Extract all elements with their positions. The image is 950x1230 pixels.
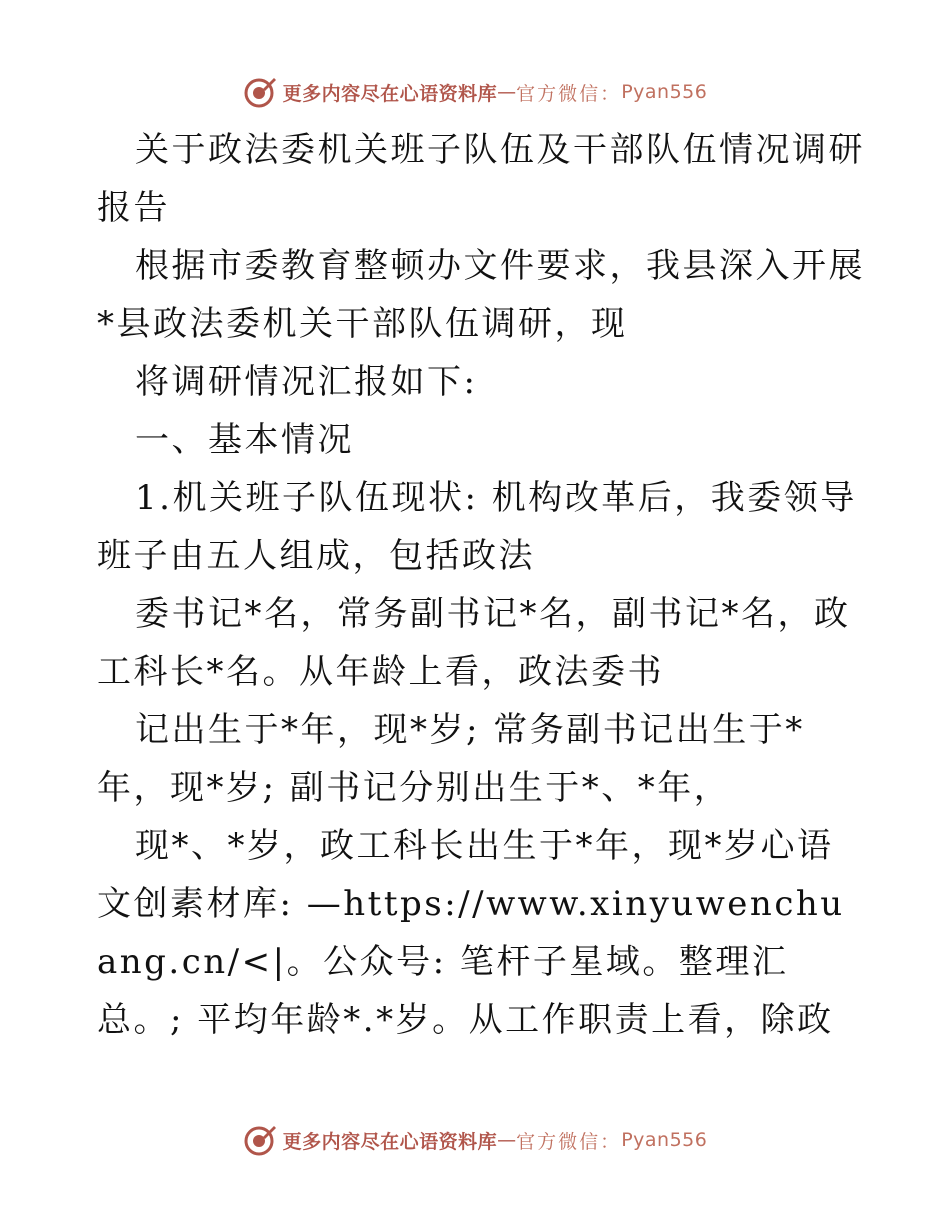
banner-dash: — [497, 1129, 517, 1151]
paragraph: 委书记*名，常务副书记*名，副书记*名，政工科长*名。从年龄上看，政法委书 [97, 594, 851, 692]
footer-watermark [0, 1120, 950, 1160]
paragraph: 现*、*岁，政工科长出生于*年，现*岁心语文创素材库: —https://www.xinyuwenchuang.cn/<|。公众号: 笔杆子星域。整理汇总。; 平均年龄*.*岁。从工作职责上看，除政 [97, 826, 845, 1040]
library-text: 更多内容尽在心语资料库 [282, 1130, 498, 1153]
wechat-id: Pyan556 [621, 1129, 708, 1151]
paragraph: 1.机关班子队伍现状: 机构改革后，我委领导班子由五人组成，包括政法 [97, 478, 857, 576]
brush-logo-icon [243, 75, 277, 109]
brush-logo-icon [243, 1123, 277, 1157]
wechat-label: 官方微信： [516, 82, 622, 105]
document-title: 关于政法委机关班子队伍及干部队伍情况调研报告 [97, 130, 865, 228]
wechat-id: Pyan556 [621, 81, 708, 103]
section-heading: 一、基本情况 [135, 420, 354, 460]
paragraph: 记出生于*年，现*岁; 常务副书记出生于*年，现*岁; 副书记分别出生于*、*年， [97, 710, 805, 808]
library-text: 更多内容尽在心语资料库 [282, 82, 498, 105]
wechat-label: 官方微信： [516, 1130, 622, 1153]
paragraph: 根据市委教育整顿办文件要求，我县深入开展*县政法委机关干部队伍调研，现 [97, 246, 865, 344]
paragraph: 将调研情况汇报如下: [135, 362, 478, 402]
banner-dash: — [497, 81, 517, 103]
header-watermark [0, 72, 950, 112]
document-body [97, 121, 867, 1049]
